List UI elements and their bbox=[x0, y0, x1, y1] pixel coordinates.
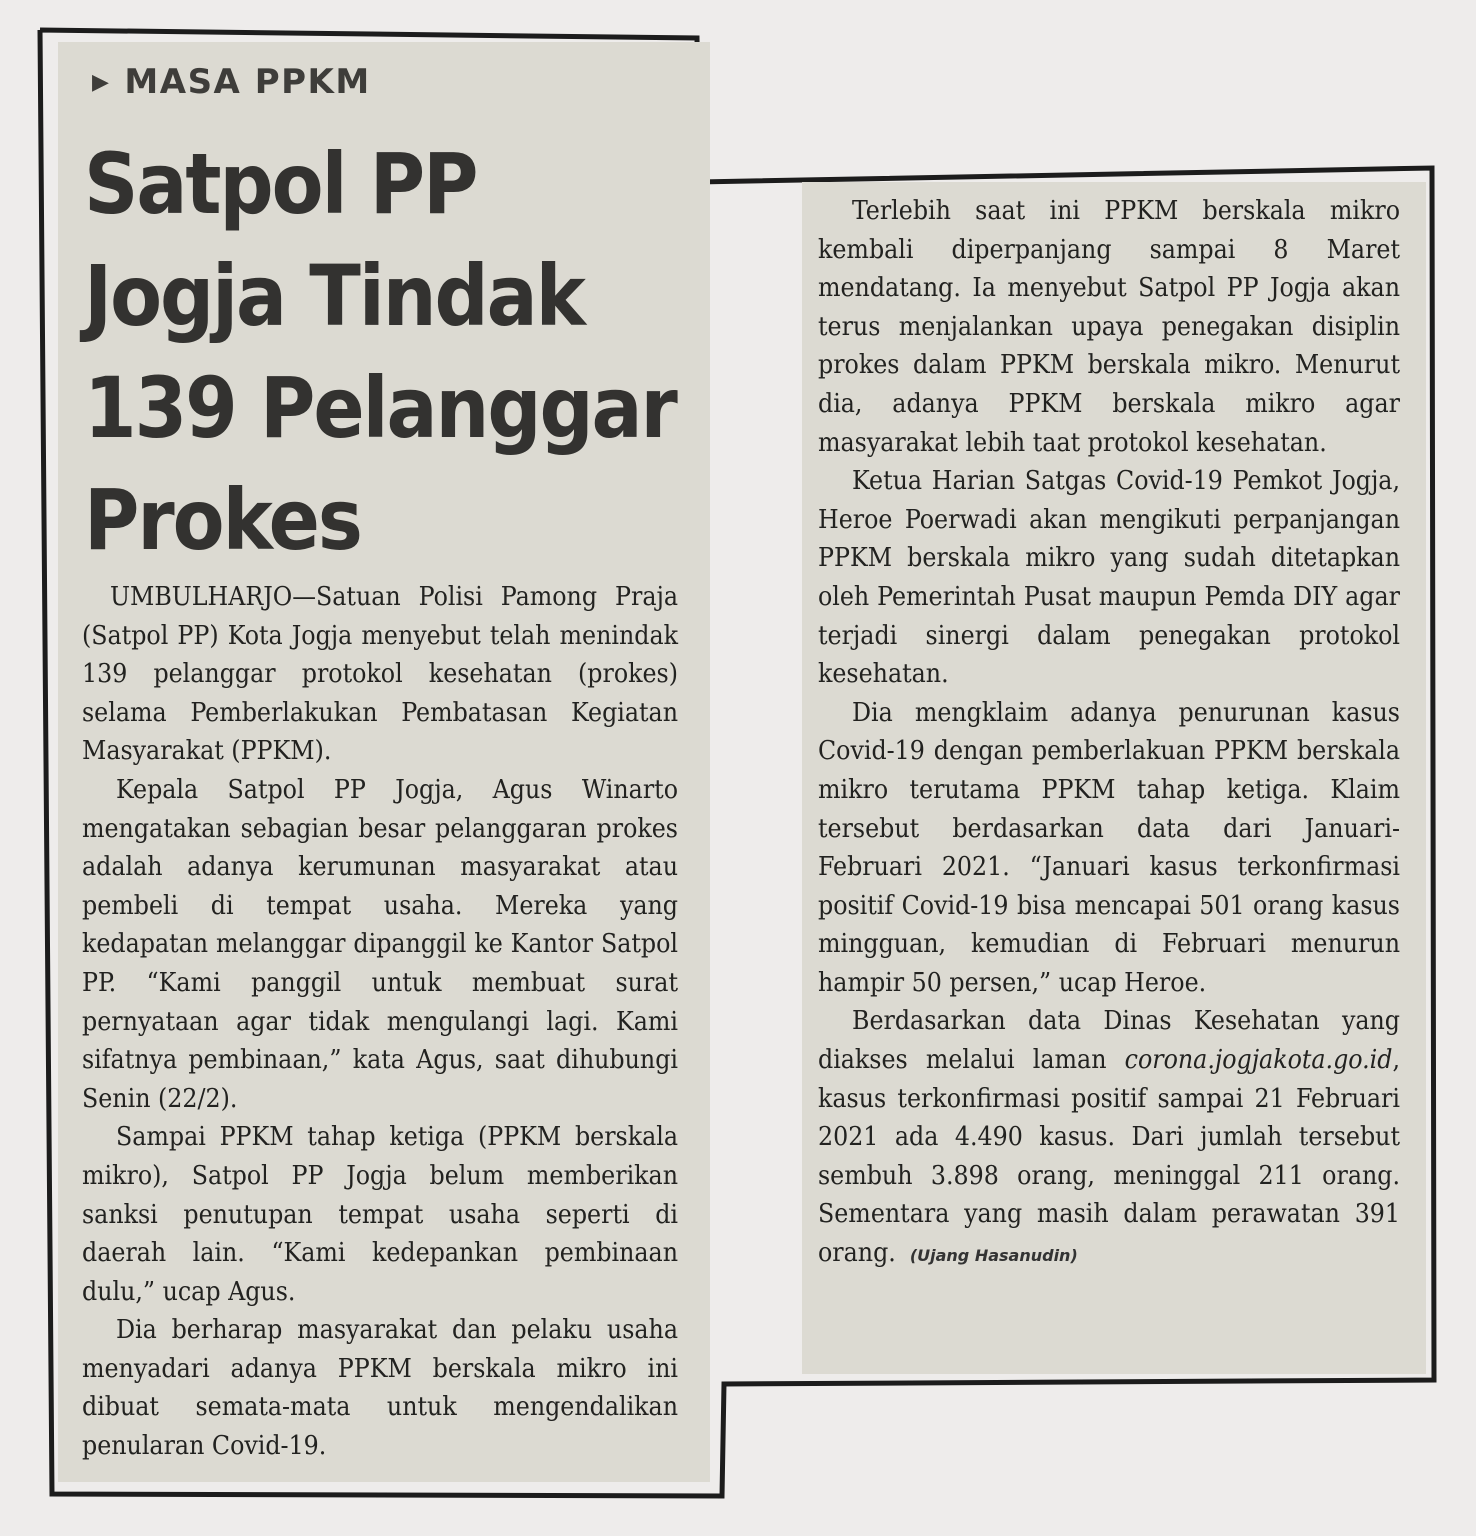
right-column-text bbox=[818, 192, 1400, 1276]
byline: (Ujang Hasanudin) bbox=[909, 1246, 1078, 1266]
section-kicker bbox=[92, 62, 371, 102]
paragraph: UMBULHARJO—Satuan Polisi Pamong Praja (Satpol PP) Kota Jogja menyebut telah menindak 139 pelanggar protokol kesehatan (prokes) selama Pemberlakukan Pembatasan Kegiatan Masyarakat (PPKM). bbox=[82, 581, 678, 767]
kicker-label: MASA PPKM bbox=[124, 62, 371, 102]
website-link[interactable]: corona.jogjakota.go.id bbox=[1124, 1044, 1393, 1076]
paragraph-last bbox=[818, 1002, 1400, 1275]
paragraph-text-start: Berdasarkan data Dinas Kesehatan yang diakses melalui laman bbox=[818, 1005, 1400, 1076]
paragraph: Ketua Harian Satgas Covid-19 Pemkot Jogja, Heroe Poerwadi akan mengikuti perpanjangan PPKM berskala mikro yang sudah ditetapkan oleh Pemerintah Pusat maupun Pemda DIY agar terjadi sinergi dalam penegakan protokol kesehatan. bbox=[818, 465, 1400, 690]
paragraph-text-end: , kasus terkonfirmasi positif sampai 21 Februari 2021 ada 4.490 kasus. Dari jumlah tersebut sembuh 3.898 orang, meninggal 211 orang. Sementara yang masih dalam perawatan 391 orang. bbox=[818, 1044, 1400, 1269]
paragraph: Dia berharap masyarakat dan pelaku usaha menyadari adanya PPKM berskala mikro ini dibuat semata-mata untuk mengendalikan penularan Covid-19. bbox=[82, 1314, 678, 1462]
paragraph: Terlebih saat ini PPKM berskala mikro kembali diperpanjang sampai 8 Maret mendatang. Ia menyebut Satpol PP Jogja akan terus menjalankan upaya penegakan disiplin prokes dalam PPKM berskala mikro. Menurut dia, adanya PPKM berskala mikro agar masyarakat lebih taat protokol kesehatan. bbox=[818, 195, 1400, 458]
left-column-text bbox=[82, 578, 678, 1466]
paragraph: Dia mengklaim adanya penurunan kasus Covid-19 dengan pemberlakuan PPKM berskala mikro terutama PPKM tahap ketiga. Klaim tersebut berdasarkan data dari Januari-Februari 2021. “Januari kasus terkonfirmasi positif Covid-19 bisa mencapai 501 orang kasus mingguan, kemudian di Februari menurun hampir 50 persen,” ucap Heroe. bbox=[818, 696, 1400, 998]
paragraph: Kepala Satpol PP Jogja, Agus Winarto mengatakan sebagian besar pelanggaran prokes adalah adanya kerumunan masyarakat atau pembeli di tempat usaha. Mereka yang kedapatan melanggar dipanggil ke Kantor Satpol PP. “Kami panggil untuk membuat surat pernyataan agar tidak mengulangi lagi. Kami sifatnya pembinaan,” kata Agus, saat dihubungi Senin (22/2). bbox=[82, 773, 678, 1114]
triangle-bullet-icon: ▶ bbox=[92, 70, 111, 95]
article-headline: Satpol PP Jogja Tindak 139 Pelanggar Prokes bbox=[84, 135, 676, 569]
paragraph: Sampai PPKM tahap ketiga (PPKM berskala mikro), Satpol PP Jogja belum memberikan sanksi penutupan tempat usaha seperti di daerah lain. “Kami kedepankan pembinaan dulu,” ucap Agus. bbox=[82, 1121, 678, 1307]
